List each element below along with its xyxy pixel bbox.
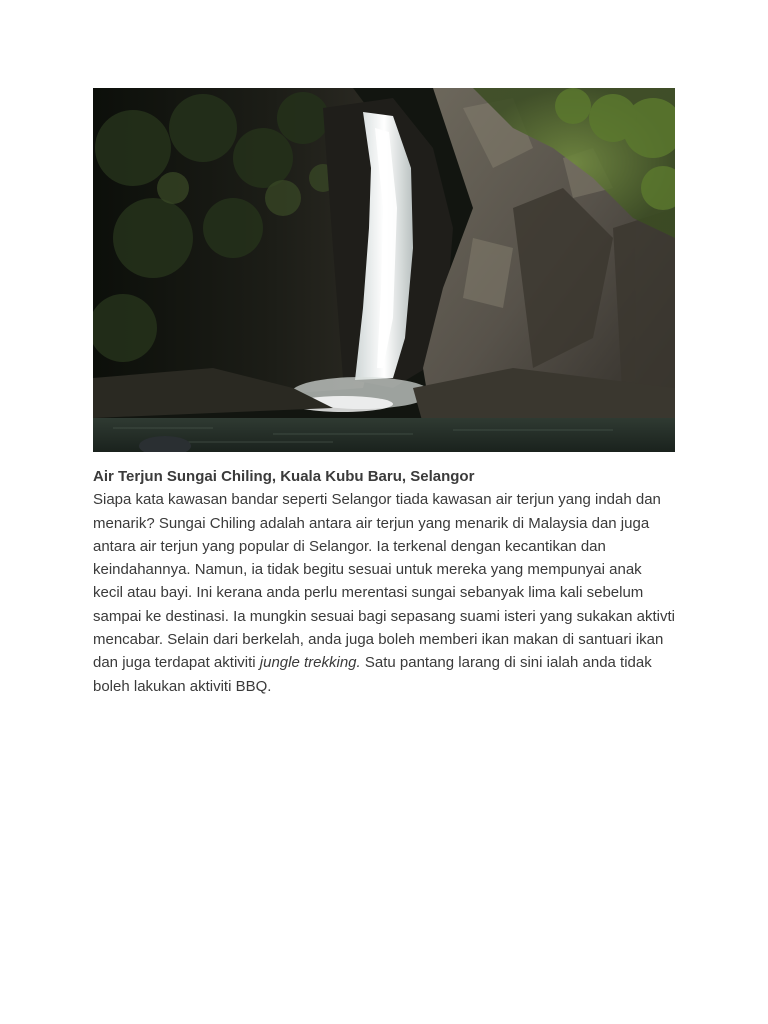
article	[93, 465, 675, 698]
article-paragraph	[93, 488, 675, 698]
paragraph-italic-term: jungle trekking.	[259, 654, 361, 672]
paragraph-text-part-1: Siapa kata kawasan bandar seperti Selangor tiada kawasan air terjun yang indah dan menarik? Sungai Chiling adalah antara air terjun yang menarik di Malaysia dan juga antara air terjun yang popular di Selangor. Ia terkenal dengan kecantikan dan keindahannya. Namun, ia tidak begitu sesuai untuk mereka yang mempunyai anak kecil atau bayi. Ini kerana anda perlu merentasi sungai sebanyak lima kali sebelum sampai ke destinasi. Ia mungkin sesuai bagi sepasang suami isteri yang sukakan aktivti mencabar. Selain dari berkelah, anda juga boleh memberi ikan makan di santuari ikan dan juga terdapat aktiviti	[93, 491, 675, 672]
waterfall-illustration	[93, 88, 675, 452]
paragraph-text-part-2: Satu pantang larang di sini ialah anda tidak boleh lakukan aktiviti BBQ.	[93, 654, 652, 695]
waterfall-photo	[93, 88, 675, 452]
photo-caption: Air Terjun Sungai Chiling, Kuala Kubu Baru, Selangor	[93, 468, 475, 485]
